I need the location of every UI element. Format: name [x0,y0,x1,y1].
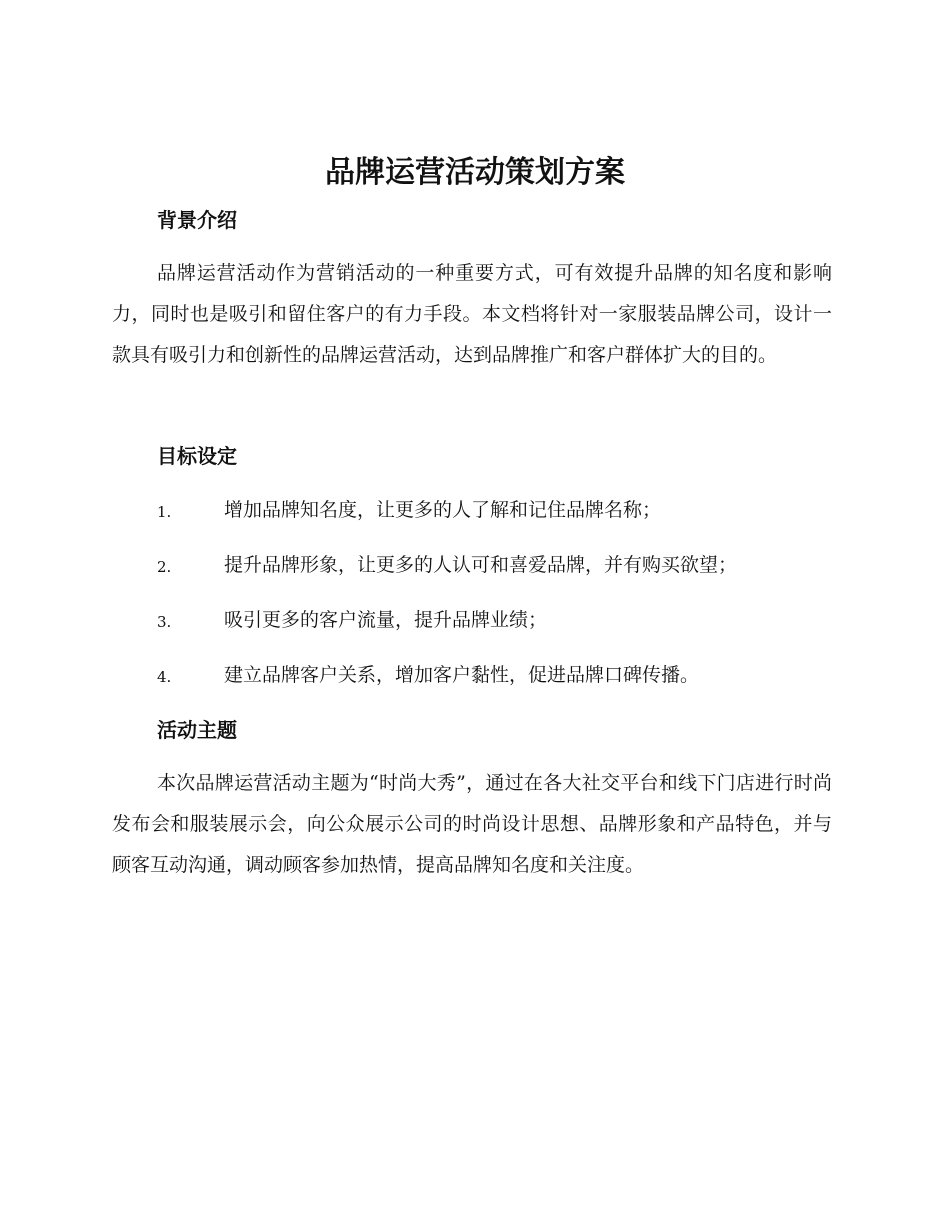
list-item-text: 提升品牌形象，让更多的人认可和喜爱品牌，并有购买欲望； [224,554,738,576]
section-heading-theme: 活动主题 [157,718,237,742]
document-title: 品牌运营活动策划方案 [325,155,625,190]
list-item-number: 2. [157,558,172,576]
section-heading-background: 背景介绍 [157,208,237,232]
theme-paragraph: 本次品牌运营活动主题为“时尚大秀”，通过在各大社交平台和线下门店进行时尚发布会和服装展示会，向公众展示公司的时尚设计思想、品牌形象和产品特色，并与顾客互动沟通，调动顾客参加热情，提高品牌知名度和关注度。 [112,772,832,876]
list-item-text: 增加品牌知名度，让更多的人了解和记住品牌名称； [224,499,662,521]
list-item-text: 吸引更多的客户流量，提升品牌业绩； [224,609,548,631]
list-item-number: 1. [157,503,172,521]
list-item-text: 建立品牌客户关系，增加客户黏性，促进品牌口碑传播。 [224,664,700,686]
section-heading-goals: 目标设定 [157,444,237,468]
list-item-number: 3. [157,613,172,631]
background-paragraph: 品牌运营活动作为营销活动的一种重要方式，可有效提升品牌的知名度和影响力，同时也是吸引和留住客户的有力手段。本文档将针对一家服装品牌公司，设计一款具有吸引力和创新性的品牌运营活动，达到品牌推广和客户群体扩大的目的。 [112,262,832,366]
list-item-number: 4. [157,668,172,686]
